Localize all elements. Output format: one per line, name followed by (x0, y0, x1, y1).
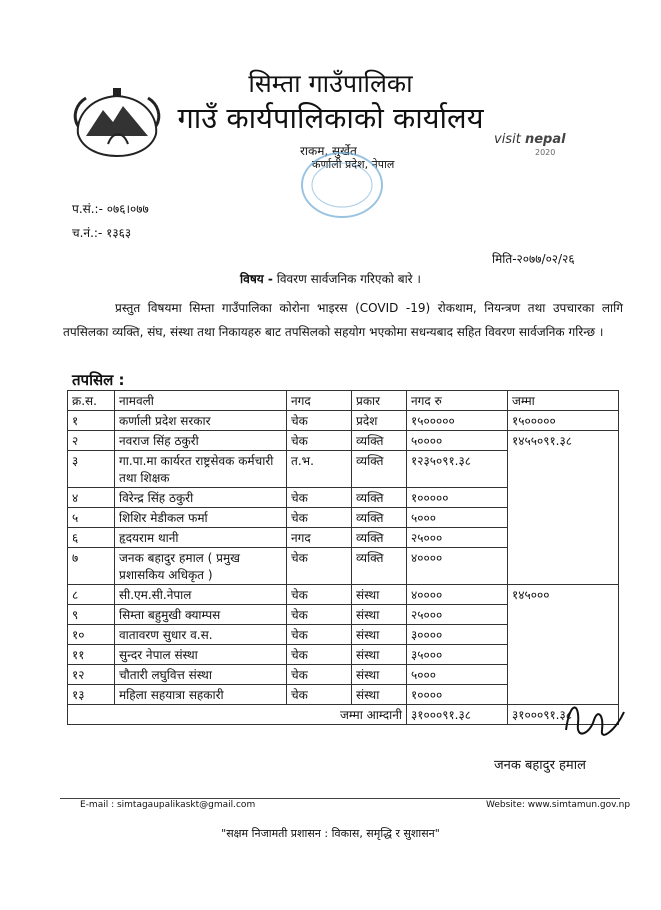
cell-sn: २ (68, 431, 115, 451)
cell-amount: ४०००० (407, 585, 508, 605)
cell-amount: २५००० (407, 605, 508, 625)
cell-mode: चेक (287, 585, 352, 605)
signer-name: जनक बहादुर हमाल (494, 758, 586, 773)
cell-amount: १५००००० (407, 411, 508, 431)
cell-type: व्यक्ति (352, 528, 407, 548)
cell-name: सी.एम.सी.नेपाल (115, 585, 287, 605)
office-stamp-seal (296, 148, 388, 222)
cell-mode: चेक (287, 431, 352, 451)
table-header-row (68, 391, 619, 411)
cell-mode: चेक (287, 645, 352, 665)
cell-sn: ६ (68, 528, 115, 548)
cell-mode: चेक (287, 685, 352, 705)
cell-sn: ३ (68, 451, 115, 488)
cell-name: गा.पा.मा कार्यरत राष्ट्रसेवक कर्मचारी तथा शिक्षक (115, 451, 287, 488)
details-heading: तपसिल : (72, 371, 125, 389)
col-header-type: प्रकार (352, 391, 407, 411)
cell-mode: चेक (287, 548, 352, 585)
address-line-2: कर्णाली प्रदेश, नेपाल (312, 158, 395, 171)
office-name: गाउँ कार्यपालिकाको कार्यालय (177, 101, 484, 135)
cell-type: व्यक्ति (352, 431, 407, 451)
cell-amount: १०००० (407, 685, 508, 705)
cell-name: शिशिर मेडीकल फर्मा (115, 508, 287, 528)
document-date: मिति-२०७७/०२/२६ (492, 252, 575, 266)
cell-type: व्यक्ति (352, 451, 407, 488)
dispatch-number: च.नं.:- १३६३ (72, 226, 132, 240)
visit-nepal-year: 2020 (535, 148, 556, 157)
cell-name: हृदयराम थानी (115, 528, 287, 548)
cell-type: संस्था (352, 605, 407, 625)
handwritten-signature (560, 690, 630, 754)
cell-name: कर्णाली प्रदेश सरकार (115, 411, 287, 431)
cell-name: वातावरण सुधार व.स. (115, 625, 287, 645)
cell-mode: त.भ. (287, 451, 352, 488)
municipality-name: सिम्ता गाउँपालिका (248, 69, 413, 98)
cell-mode: चेक (287, 508, 352, 528)
cell-type: व्यक्ति (352, 508, 407, 528)
cell-sn: १३ (68, 685, 115, 705)
table-row (68, 411, 619, 431)
col-header-mode: नगद (287, 391, 352, 411)
total-label: जम्मा आम्दानी (68, 705, 407, 725)
cell-sn: १० (68, 625, 115, 645)
table-total-row (68, 705, 619, 725)
footer-website: Website: www.simtamun.gov.np (486, 800, 631, 810)
subject-label: विषय - (240, 272, 273, 286)
cell-sn: १२ (68, 665, 115, 685)
cell-sn: ४ (68, 488, 115, 508)
address-line-1: राकम, सुर्खेत (300, 144, 357, 158)
cell-mode: चेक (287, 411, 352, 431)
cell-mode: चेक (287, 665, 352, 685)
donation-table (67, 390, 619, 725)
footer-email: E-mail : simtagaupalikaskt@gmail.com (80, 800, 256, 810)
reference-number: प.सं.:- ०७६।०७७ (72, 202, 149, 216)
cell-type: संस्था (352, 645, 407, 665)
cell-amount: १००००० (407, 488, 508, 508)
cell-amount: ४०००० (407, 548, 508, 585)
cell-name: सुन्दर नेपाल संस्था (115, 645, 287, 665)
cell-type: व्यक्ति (352, 488, 407, 508)
cell-amount: ५००० (407, 508, 508, 528)
cell-sn: ५ (68, 508, 115, 528)
cell-mode: चेक (287, 488, 352, 508)
cell-name: चौतारी लघुवित्त संस्था (115, 665, 287, 685)
grand-total: ३१०००९१.३८ (508, 705, 619, 725)
cell-name: सिम्ता बहुमुखी क्याम्पस (115, 605, 287, 625)
cell-mode: नगद (287, 528, 352, 548)
cell-mode: चेक (287, 625, 352, 645)
col-header-name: नामवली (115, 391, 287, 411)
cell-name: नवराज सिंह ठकुरी (115, 431, 287, 451)
cell-name: विरेन्द्र सिंह ठकुरी (115, 488, 287, 508)
cell-amount: १२३५०९१.३८ (407, 451, 508, 488)
cell-total-organizations: १४५००० (508, 585, 619, 705)
cell-type: प्रदेश (352, 411, 407, 431)
cell-amount: ३०००० (407, 625, 508, 645)
cell-amount: २५००० (407, 528, 508, 548)
cell-name: जनक बहादुर हमाल ( प्रमुख प्रशासकिय अधिकृत ) (115, 548, 287, 585)
table-row (68, 585, 619, 605)
col-header-total: जम्मा (508, 391, 619, 411)
body-paragraph: प्रस्तुत विषयमा सिम्ता गाउँपालिका कोरोना भाइरस (COVID -19) रोकथाम, नियन्त्रण तथा उपचारका लागि तपसिलका व्यक्ति, संघ, संस्था तथा निकायहरु बाट तपसिलको सहयोग भएकोमा सधन्यबाद सहित विवरण सार्वजनिक गरिन्छ । (63, 301, 623, 339)
cell-amount: ५०००० (407, 431, 508, 451)
col-header-sn: क्र.स. (68, 391, 115, 411)
cell-total-province: १५००००० (508, 411, 619, 431)
cell-type: संस्था (352, 585, 407, 605)
cell-name: महिला सहयात्रा सहकारी (115, 685, 287, 705)
cell-amount: ३५००० (407, 645, 508, 665)
visit-nepal-logo: visit nepal (494, 132, 566, 147)
cell-mode: चेक (287, 605, 352, 625)
cell-amount: ५००० (407, 665, 508, 685)
subject-line (0, 270, 661, 287)
col-header-amount: नगद रु (407, 391, 508, 411)
cell-type: संस्था (352, 685, 407, 705)
cell-sn: ७ (68, 548, 115, 585)
cell-sn: ९ (68, 605, 115, 625)
footer-divider (60, 798, 620, 799)
cell-total-individuals: १४५५०९१.३८ (508, 431, 619, 585)
cell-sn: ११ (68, 645, 115, 665)
table-row (68, 431, 619, 451)
cell-type: संस्था (352, 625, 407, 645)
cell-type: व्यक्ति (352, 548, 407, 585)
cell-type: संस्था (352, 665, 407, 685)
subject-text: विवरण सार्वजनिक गरिएको बारे । (276, 272, 421, 286)
cell-sn: ८ (68, 585, 115, 605)
footer-slogan: "सक्षम निजामती प्रशासन : विकास, समृद्धि र सुशासन" (221, 827, 440, 840)
cell-sn: १ (68, 411, 115, 431)
total-amount: ३१०००९१.३८ (407, 705, 508, 725)
